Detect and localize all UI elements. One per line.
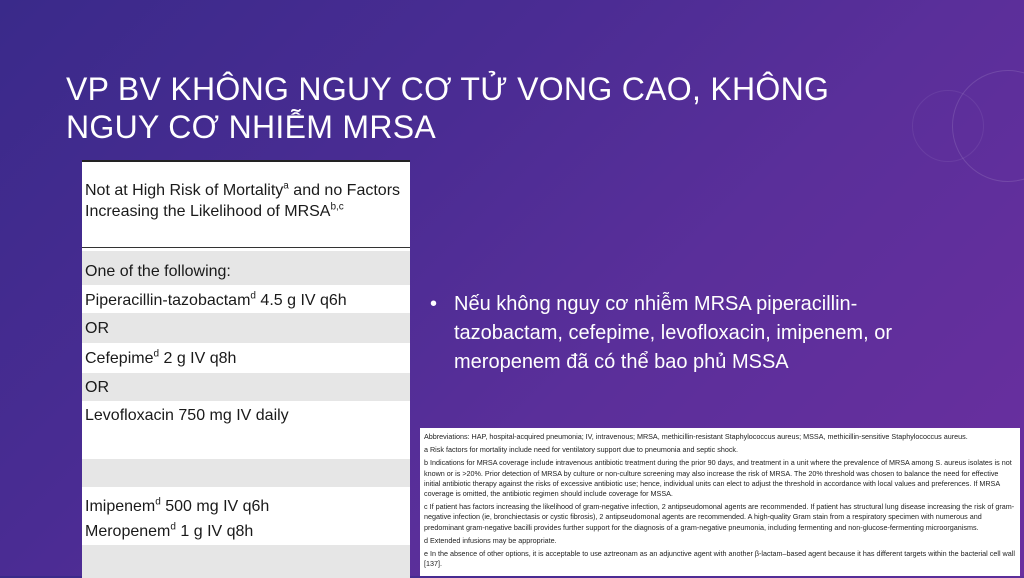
table-header-text: Not at High Risk of Mortality$^a$ and no Factors Increasing the Likelihood of MRSA$^{b,c}$	[85, 180, 401, 220]
footnote-c: c If patient has factors increasing the likelihood of gram-negative infection, 2 antipseudomonal agents are recommended. If patient has structural lung disease increasing the risk of gram-negative infection (ie, bronchiectasis or cystic fibrosis), 2 antipseudomonal agents are recommended. A high-quality Gram stain from a respiratory specimen with numerous and predominant gram-negative bacilli provides further support for the diagnosis of a gram-negative pneumonia, including fermenting and non-glucose-fermenting microorganisms.	[424, 502, 1015, 532]
piperacillin-text: Piperacillin-tazobactam$^d$ 4.5 g IV q6h	[85, 290, 347, 309]
cefepime-text: Cefepime$^d$ 2 g IV q8h	[85, 348, 237, 367]
table-row-cefepime	[82, 343, 410, 373]
table-row-one-of	[82, 251, 410, 285]
table-row-bottom	[82, 545, 410, 578]
table-divider	[82, 247, 410, 248]
meropenem-text: Meropenem$^d$ 1 g IV q8h	[85, 521, 254, 540]
regimen-table-image	[82, 160, 410, 578]
table-row-or-2	[82, 373, 410, 401]
title-line-2: NGUY CƠ NHIỄM MRSA	[66, 109, 437, 145]
slide-title	[66, 70, 846, 146]
or-text-1: OR	[85, 320, 109, 337]
footnote-a: a Risk factors for mortality include need for ventilatory support due to pneumonia and septic shock.	[424, 445, 739, 455]
one-of-text: One of the following:	[85, 263, 231, 280]
bullet-point	[430, 290, 950, 377]
footnote-e: e In the absence of other options, it is acceptable to use aztreonam as an adjunctive agent with another β-lactam–based agent because it has different targets within the bacterial cell wall [137].	[424, 549, 1015, 569]
footnote-b: b Indications for MRSA coverage include intravenous antibiotic treatment during the prior 90 days, and treatment in a unit where the prevalence of MRSA among S. aureus isolates is not known or is >20%. Prior detection of MRSA by culture or non-culture screening may also increase the risk of MRSA. The 20% threshold was chosen to balance the need for effective initial antibiotic therapy against the risks of excessive antibiotic use; hence, individual units can elect to adjust the threshold in accordance with local values and preferences. If MRSA coverage is omitted, the antibiotic regimen should include coverage for MSSA.	[424, 458, 1012, 499]
table-row-blank	[82, 459, 410, 487]
title-line-1: VP BV KHÔNG NGUY CƠ TỬ VONG CAO, KHÔNG	[66, 71, 830, 107]
or-text-2: OR	[85, 379, 109, 396]
bullet-text: Nếu không nguy cơ nhiễm MRSA piperacillin-tazobactam, cefepime, levofloxacin, imipenem, or meropenem đã có thể bao phủ MSSA	[454, 293, 892, 373]
levofloxacin-text: Levofloxacin 750 mg IV daily	[85, 407, 289, 424]
table-row-levofloxacin	[82, 401, 410, 459]
bullet-dot-icon: •	[430, 293, 438, 315]
table-row-or-1	[82, 313, 410, 343]
table-row-carbapenems	[82, 487, 410, 545]
footnote-abbreviations: Abbreviations: HAP, hospital-acquired pneumonia; IV, intravenous; MRSA, methicillin-resistant Staphylococcus aureus; MSSA, methicillin-sensitive Staphylococcus aureus.	[424, 432, 968, 441]
table-row-piperacillin	[82, 285, 410, 313]
table-header-cell	[82, 180, 410, 222]
imipenem-text: Imipenem$^d$ 500 mg IV q6h	[85, 496, 270, 515]
footnotes-image	[420, 428, 1020, 576]
decorative-circle-inner	[912, 90, 984, 162]
footnote-d: d Extended infusions may be appropriate.	[424, 535, 557, 545]
